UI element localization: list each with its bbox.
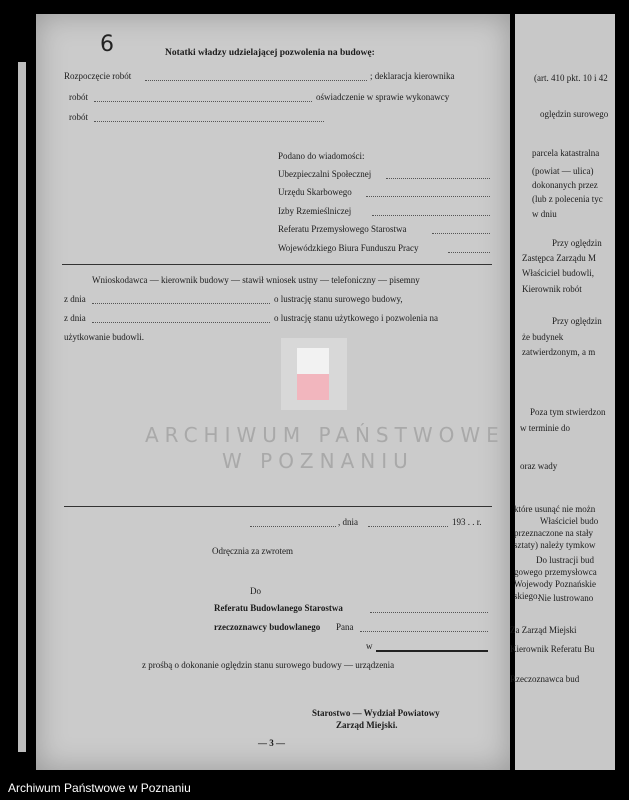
right-page-line: Kierownik Referatu Bu — [510, 644, 595, 654]
page-number: — 3 — — [258, 738, 285, 748]
right-page-line: w dniu — [532, 209, 557, 219]
right-page-line: (powiat — ulica) — [532, 166, 594, 176]
request-line2-label: z dnia — [64, 294, 86, 304]
fill-line — [432, 233, 490, 234]
watermark-line1: ARCHIWUM PAŃSTWOWE — [145, 423, 505, 447]
handwritten-number: 6 — [100, 32, 114, 57]
right-page-line: sztaty) należy tymkow — [514, 540, 596, 550]
section-header: Notatki władzy udzielającej pozwolenia na budowę: — [165, 48, 375, 58]
document-page — [36, 14, 510, 770]
right-page-line: które usunąć nie możn — [514, 504, 596, 514]
to-label: Do — [250, 586, 261, 596]
w-label: w — [366, 641, 373, 651]
right-page-line: oraz wady — [520, 461, 558, 471]
notified-title: Podano do wiadomości: — [278, 151, 365, 161]
request-line3-end: o lustrację stanu użytkowego i pozwolenia na — [274, 313, 438, 323]
permit-line2-label: robót — [69, 92, 88, 102]
request-line1: Wnioskodawca — kierownik budowy — stawił wniosek ustny — telefoniczny — pisemny — [92, 275, 420, 285]
fill-line — [360, 631, 488, 632]
notified-item: Izby Rzemieślniczej — [278, 206, 352, 216]
signature-2: Zarząd Miejski. — [336, 720, 398, 730]
fill-line — [250, 526, 336, 527]
permit-line1-label: Rozpoczęcie robót — [64, 71, 132, 81]
right-page-line: gowego przemysłowca — [514, 567, 597, 577]
right-page-line: dokonanych przez — [532, 180, 598, 190]
fill-line — [92, 303, 270, 304]
right-page-line: parcela katastralna — [532, 148, 600, 158]
notified-item: Ubezpieczalni Społecznej — [278, 169, 372, 179]
footer-bar — [0, 778, 629, 800]
right-page-line: (lub z polecenia tyc — [532, 194, 603, 204]
right-page-line: Do lustracji bud — [536, 555, 594, 565]
pan-label: Pana — [336, 622, 354, 632]
right-page-line: Rzeczoznawca bud — [510, 674, 580, 684]
request-line2-end: o lustrację stanu surowego budowy, — [274, 294, 403, 304]
date-label: , dnia — [338, 517, 358, 527]
right-page-line: zatwierdzonym, a m — [522, 347, 596, 357]
right-page-line: Właściciel budowli, — [522, 268, 594, 278]
right-page-line: (art. 410 pkt. 10 i 42 — [534, 73, 608, 83]
fill-line — [386, 178, 490, 179]
right-page-line: że budynek — [522, 332, 564, 342]
request-line3-label: z dnia — [64, 313, 86, 323]
right-page-line: Przy oględzin — [552, 316, 602, 326]
request-line: z prośbą o dokonanie oględzin stanu surowego budowy — urządzenia — [142, 660, 395, 670]
fill-line — [366, 196, 490, 197]
addressee-2: rzeczoznawcy budowlanego — [214, 622, 321, 632]
fill-line — [92, 322, 270, 323]
return-note: Odręcznia za zwrotem — [212, 546, 293, 556]
notified-item: Urzędu Skarbowego — [278, 187, 352, 197]
year-label: 193 . . r. — [452, 517, 482, 527]
right-page-line: Zastępca Zarządu M — [522, 253, 596, 263]
fill-line — [370, 612, 488, 613]
right-page-line: przeznaczone na stały — [514, 528, 593, 538]
permit-line2-end: oświadczenie w sprawie wykonawcy — [316, 92, 450, 102]
fill-line — [448, 252, 490, 253]
footer-label: Archiwum Państwowe w Poznaniu — [8, 781, 191, 795]
page-edge — [18, 62, 26, 752]
fill-line — [372, 215, 490, 216]
signature-1: Starostwo — Wydział Powiatowy — [312, 708, 440, 718]
underline — [376, 650, 488, 652]
right-page-line: Przy oględzin — [552, 238, 602, 248]
right-page-line: w terminie do — [520, 423, 570, 433]
notified-item: Referatu Przemysłowego Starostwa — [278, 224, 407, 234]
fill-line — [145, 80, 367, 81]
right-page-line: Poza tym stwierdzon — [530, 407, 606, 417]
right-page-line: Kierownik robót — [522, 284, 582, 294]
permit-line1-end: ; deklaracja kierownika — [370, 71, 455, 81]
fill-line — [368, 526, 448, 527]
right-page-line: oględzin surowego — [540, 109, 609, 119]
divider — [62, 264, 492, 265]
right-page-line: Za Zarząd Miejski — [510, 625, 577, 635]
divider — [64, 506, 492, 507]
right-page-line: skiego. — [514, 591, 540, 601]
fill-line — [94, 121, 324, 122]
right-page-line: Właściciel budo — [540, 516, 599, 526]
request-line4: użytkowanie budowli. — [64, 332, 144, 342]
adjacent-page — [515, 14, 615, 770]
archive-logo-watermark — [281, 338, 347, 410]
permit-line3-label: robót — [69, 112, 88, 122]
watermark-line2: W POZNANIU — [222, 449, 414, 473]
fill-line — [94, 101, 312, 102]
addressee-1: Referatu Budowlanego Starostwa — [214, 603, 343, 613]
notified-item: Wojewódzkiego Biura Funduszu Pracy — [278, 243, 419, 253]
right-page-line: Wojewody Poznańskie — [514, 579, 597, 589]
right-page-line: Nie lustrowano — [538, 593, 594, 603]
